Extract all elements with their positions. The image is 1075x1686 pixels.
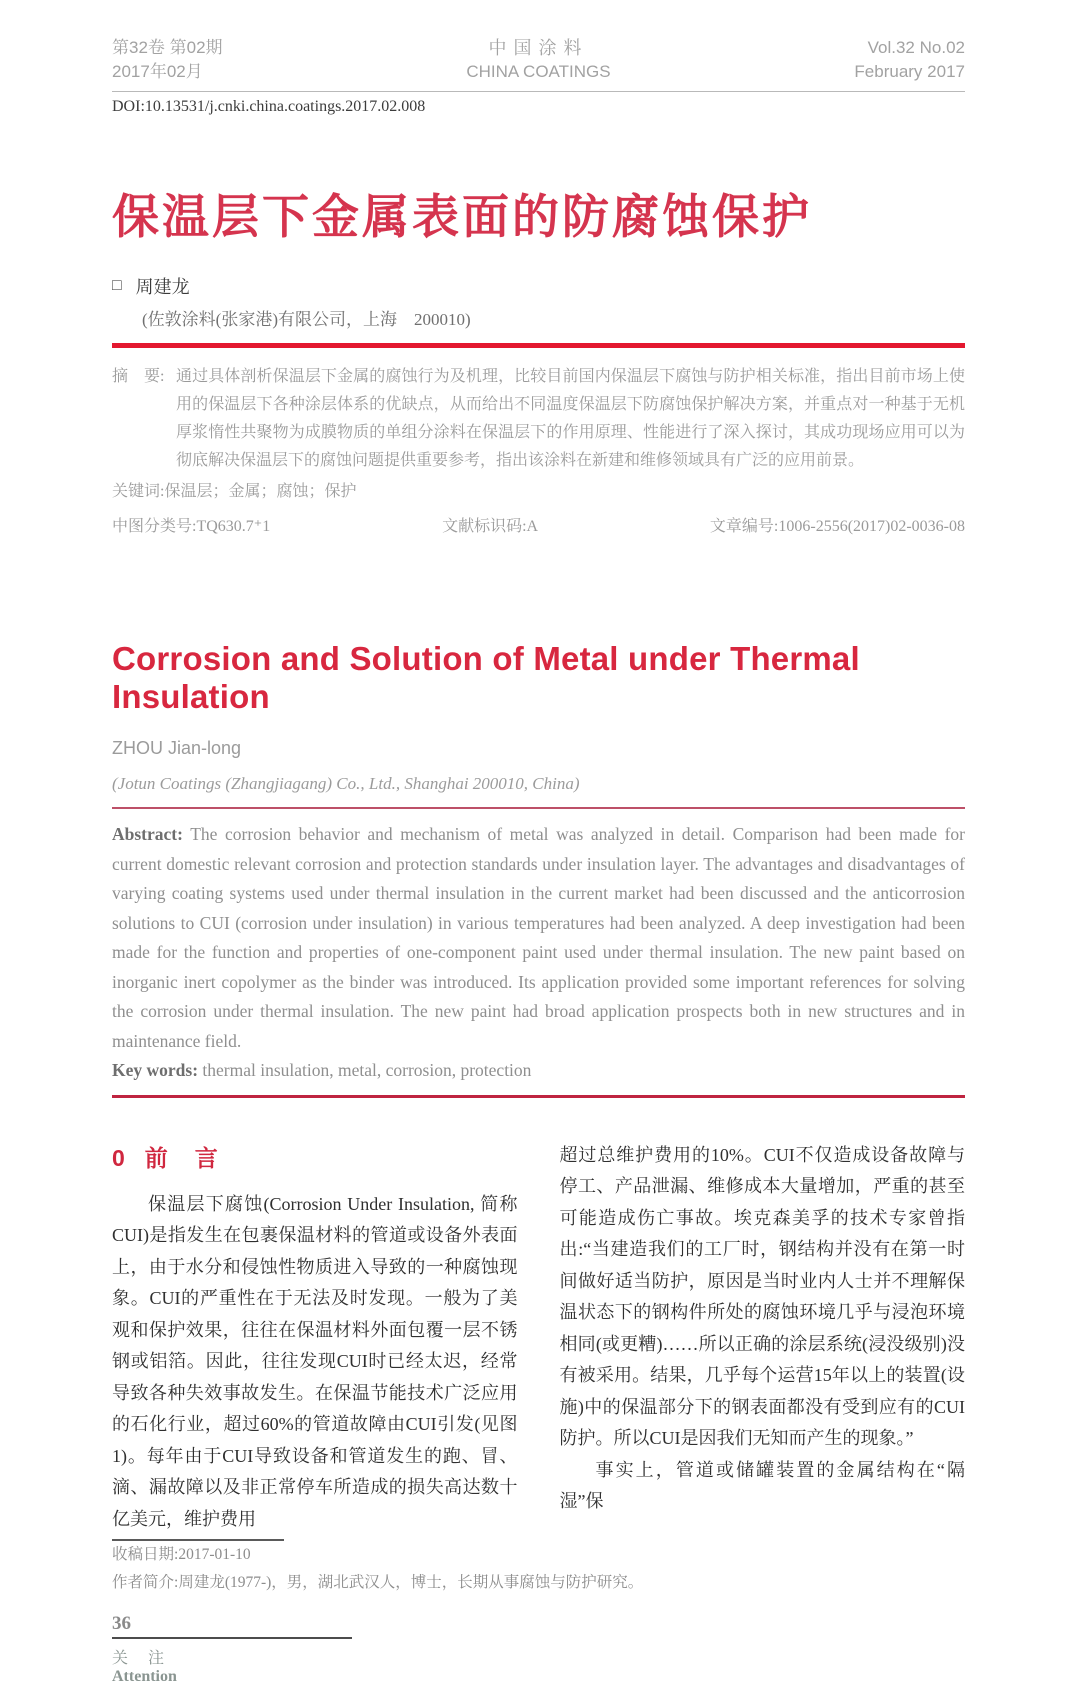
body-columns bbox=[112, 1140, 965, 1598]
abstract-en bbox=[112, 820, 965, 1056]
header-right bbox=[854, 36, 965, 84]
red-rule-en-affiliation bbox=[112, 807, 965, 809]
left-column bbox=[112, 1140, 644, 1598]
footnote bbox=[112, 1539, 644, 1597]
date-en: February 2017 bbox=[854, 62, 965, 81]
keywords-cn bbox=[112, 479, 965, 505]
section-heading bbox=[112, 1140, 518, 1173]
keywords-label-en: Key words: bbox=[112, 1060, 199, 1080]
abstract-label-en: Abstract: bbox=[112, 824, 183, 844]
volume-issue-en: Vol.32 No.02 bbox=[867, 38, 965, 57]
affiliation-cn: (佐敦涂料(张家港)有限公司，上海 200010) bbox=[142, 310, 471, 329]
affiliation-en: (Jotun Coatings (Zhangjiagang) Co., Ltd., Shanghai 200010, China) bbox=[112, 774, 580, 793]
keywords-label-cn: 关键词: bbox=[112, 483, 165, 500]
journal-name-cn: 中国涂料 bbox=[488, 38, 589, 58]
journal-name-en: CHINA COATINGS bbox=[466, 62, 611, 81]
article-title-en: Corrosion and Solution of Metal under Thermal Insulation bbox=[112, 640, 860, 715]
clc-number: 中图分类号:TQ630.7⁺1 bbox=[112, 518, 271, 535]
keywords-en bbox=[112, 1056, 965, 1086]
abstract-text-cn: 通过具体剖析保温层下金属的腐蚀行为及机理，比较目前国内保温层下腐蚀与防护相关标准，指出目前市场上使用的保温层下各种涂层体系的优缺点，从而给出不同温度保温层下防腐蚀保护解决方案，并重点对一种基于无机厚浆惰性共聚物为成膜物质的单组分涂料在保温层下的作用原理、性能进行了深入探讨，其成功现场应用可以为彻底解决保温层下的腐蚀问题提供重要参考，指出该涂料在新建和维修领域具有广泛的应用前景。 bbox=[176, 368, 965, 469]
abstract-text-en: The corrosion behavior and mechanism of metal was analyzed in detail. Comparison had been made for current domestic relevant corrosion and protection standards under insulation layer. The advantages and disadvantages of varying coating systems used under thermal insulation in the current market had been discussed and the anticorrosion solutions to CUI (corrosion under insulation) in various temperatures had been analyzed. A deep investigation had been made for the function and properties of one-component paint used under thermal insulation. The new paint based on inorganic inert copolymer as the binder was introduced. Its application provided some important references for solving the corrosion under thermal insulation. The new paint had broad application prospects both in new structures and in maintenance field. bbox=[112, 824, 965, 1051]
author-marker-icon: □ bbox=[112, 277, 122, 294]
author-line bbox=[112, 273, 965, 299]
paragraph-col2-second: 事实上，管道或储罐装置的金属结构在“隔湿”保 bbox=[559, 1459, 965, 1511]
document-code: 文献标识码:A bbox=[442, 518, 539, 535]
page-footer bbox=[112, 1613, 965, 1686]
received-date-line: 收稿日期:2017-01-10 bbox=[112, 1546, 251, 1563]
header-center bbox=[466, 36, 610, 84]
date-cn: 2017年02月 bbox=[112, 62, 203, 81]
paragraph-col1: 保温层下腐蚀(Corrosion Under Insulation, 简称CUI)是指发生在包裹保温材料的管道或设备外表面上，由于水分和侵蚀性物质进入导致的一种腐蚀现象。CUI的严重性在于无法及时发现。一般为了美观和保护效果，往往在保温材料外面包覆一层不锈钢或铝箔。因此，往往发现CUI时已经太迟，经常导致各种失效事故发生。在保温节能技术广泛应用的石化行业，超过60%的管道故障由CUI引发(见图1)。每年由于CUI导致设备和管道发生的跑、冒、滴、漏故障以及非正常停车所造成的损失高达数十亿美元，维护费用 bbox=[112, 1193, 518, 1529]
author-name-en: ZHOU Jian-long bbox=[112, 738, 242, 758]
red-rule-keywords bbox=[112, 1095, 965, 1098]
page-number: 36 bbox=[112, 1613, 131, 1634]
section-number: 0 bbox=[112, 1144, 127, 1171]
journal-header bbox=[112, 36, 965, 92]
paragraph-col2-continued: 超过总维护费用的10%。CUI不仅造成设备故障与停工、产品泄漏、维修成本大量增加，严重的甚至可能造成伤亡事故。埃克森美孚的技术专家曾指出:“当建造我们的工厂时，钢结构并没有在第一时间做好适当防护，原因是当时业内人士并不理解保温状态下的钢构件所处的腐蚀环境几乎与浸泡环境相同(或更糟)……所以正确的涂层系统(浸没级别)没有被采用。结果，几乎每个运营15年以上的装置(设施)中的保温部分下的钢表面都没有受到应有的CUI防护。所以CUI是因我们无知而产生的现象。” bbox=[559, 1144, 965, 1448]
volume-issue-cn: 第32卷 第02期 bbox=[112, 38, 223, 57]
abstract-cn bbox=[112, 363, 965, 475]
red-rule-top bbox=[112, 343, 965, 348]
footer-section-en: Attention bbox=[112, 1668, 177, 1685]
right-column bbox=[560, 1140, 966, 1598]
article-title-cn: 保温层下金属表面的防腐蚀保护 bbox=[112, 190, 812, 243]
article-number: 文章编号:1006-2556(2017)02-0036-08 bbox=[709, 518, 965, 535]
keywords-text-en: thermal insulation, metal, corrosion, protection bbox=[198, 1060, 532, 1080]
author-bio-line: 作者简介:周建龙(1977-)，男，湖北武汉人，博士，长期从事腐蚀与防护研究。 bbox=[112, 1574, 644, 1591]
abstract-label-cn: 摘 要: bbox=[112, 368, 165, 385]
header-left bbox=[112, 36, 223, 84]
doi: DOI:10.13531/j.cnki.china.coatings.2017.02.008 bbox=[112, 98, 426, 115]
footer-divider bbox=[112, 1637, 352, 1639]
author-name-cn: 周建龙 bbox=[135, 277, 190, 297]
footer-section-cn: 关 注 bbox=[112, 1650, 167, 1667]
keywords-text-cn: 保温层；金属；腐蚀；保护 bbox=[164, 483, 357, 500]
section-title: 前 言 bbox=[144, 1144, 220, 1171]
classification-row bbox=[112, 513, 965, 536]
